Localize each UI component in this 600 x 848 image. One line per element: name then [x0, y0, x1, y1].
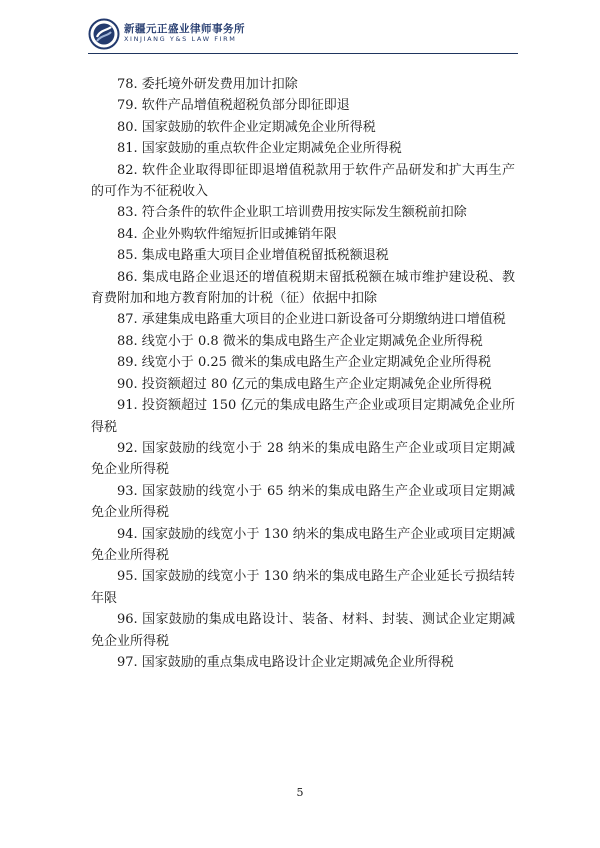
list-item: 81. 国家鼓励的重点软件企业定期减免企业所得税 — [117, 141, 402, 157]
list-item: 94. 国家鼓励的线宽小于 130 纳米的集成电路生产企业或项目定期减免企业所得税 — [91, 526, 515, 563]
list-item: 95. 国家鼓励的线宽小于 130 纳米的集成电路生产企业延长亏损结转年限 — [91, 569, 515, 606]
list-item: 85. 集成电路重大项目企业增值税留抵税额退税 — [117, 248, 389, 264]
list-item: 80. 国家鼓励的软件企业定期减免企业所得税 — [117, 119, 376, 135]
list-item: 97. 国家鼓励的重点集成电路设计企业定期减免企业所得税 — [117, 654, 454, 670]
page-number: 5 — [296, 786, 304, 799]
list-item: 83. 符合条件的软件企业职工培训费用按实际发生额税前扣除 — [117, 205, 467, 221]
list-item: 90. 投资额超过 80 亿元的集成电路生产企业定期减免企业所得税 — [117, 376, 492, 392]
firm-name-cn: 新疆元正盛业律师事务所 — [124, 23, 245, 35]
list-item: 93. 国家鼓励的线宽小于 65 纳米的集成电路生产企业或项目定期减免企业所得税 — [91, 483, 515, 521]
list-item: 92. 国家鼓励的线宽小于 28 纳米的集成电路生产企业或项目定期减免企业所得税 — [91, 440, 515, 478]
list-item: 84. 企业外购软件缩短折旧或摊销年限 — [117, 226, 337, 242]
list-item: 82. 软件企业取得即征即退增值税款用于软件产品研发和扩大再生产的可作为不征税收入 — [91, 162, 515, 200]
list-item: 87. 承建集成电路重大项目的企业进口新设备可分期缴纳进口增值税 — [117, 312, 506, 328]
list-item: 86. 集成电路企业退还的增值税期末留抵税额在城市维护建设税、教育费附加和地方教育附加的计税（征）依据中扣除 — [91, 269, 515, 307]
list-item: 96. 国家鼓励的集成电路设计、装备、材料、封装、测试企业定期减免企业所得税 — [91, 612, 515, 649]
list-item: 88. 线宽小于 0.8 微米的集成电路生产企业定期减免企业所得税 — [117, 333, 483, 349]
list-item: 89. 线宽小于 0.25 微米的集成电路生产企业定期减免企业所得税 — [117, 355, 492, 371]
document-body — [91, 74, 515, 673]
list-item: 79. 软件产品增值税超税负部分即征即退 — [117, 98, 350, 114]
list-item: 91. 投资额超过 150 亿元的集成电路生产企业或项目定期减免企业所得税 — [91, 398, 515, 435]
firm-logo-icon — [88, 18, 120, 50]
list-item: 78. 委托境外研发费用加计扣除 — [117, 77, 298, 92]
header-divider — [88, 53, 518, 54]
page-header — [88, 18, 518, 52]
firm-name-en: XINJIANG Y&S LAW FIRM — [124, 35, 237, 43]
